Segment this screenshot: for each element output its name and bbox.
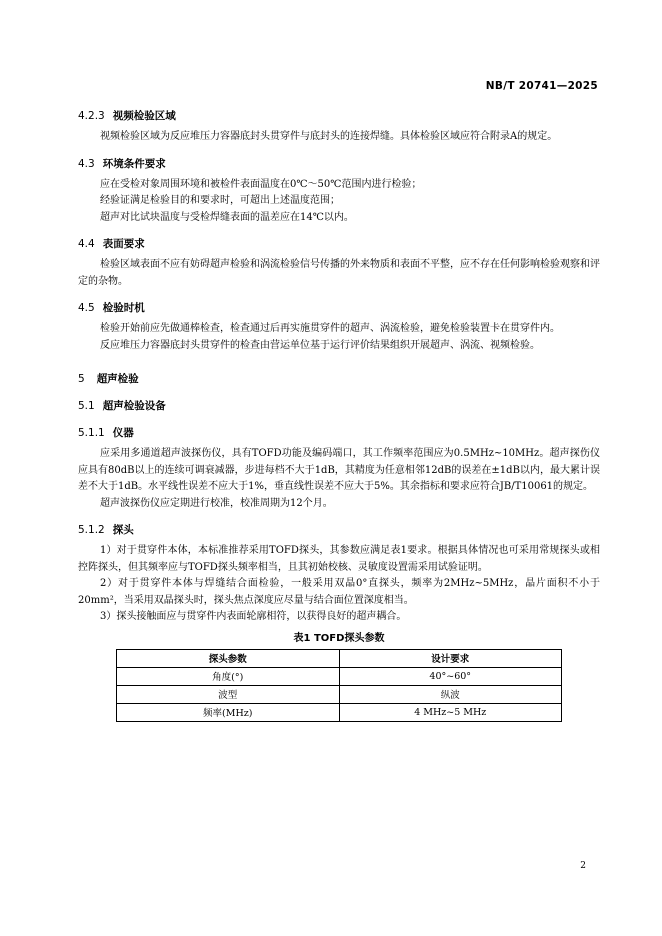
- table-cell: 4 MHz~5 MHz: [339, 703, 562, 721]
- heading-5-1: [78, 397, 600, 415]
- page-number: 2: [580, 861, 586, 871]
- table-header-row: [117, 649, 562, 667]
- paragraph: 检验开始前应先做通棒检查，检查通过后再实施贯穿件的超声、涡流检验，避免检验装置卡在贯穿件内。: [100, 323, 560, 334]
- heading-number: 5: [78, 373, 85, 385]
- list-paragraph: 3）探头接触面应与贯穿件内表面轮廓相符，以获得良好的超声耦合。: [100, 611, 407, 622]
- heading-4-5: [78, 299, 600, 317]
- table-header-cell: 设计要求: [339, 649, 562, 667]
- paragraph: 反应堆压力容器底封头贯穿件的检查由营运单位基于运行评价结果组织开展超声、涡流、视频检验。: [100, 339, 540, 351]
- heading-title: 环境条件要求: [102, 157, 166, 170]
- document-number: NB/T 20741—2025: [485, 80, 598, 92]
- paragraph: 超声波探伤仪应定期进行校准，校准周期为12个月。: [100, 497, 333, 509]
- heading-title: 探头: [112, 524, 134, 536]
- heading-5-1-2: [78, 521, 600, 539]
- heading-4-3: [78, 155, 600, 173]
- table-caption: 表1 TOFD探头参数: [293, 632, 385, 644]
- heading-number: 4.2.3: [78, 110, 105, 122]
- paragraph: 经验证满足检验目的和要求时，可超出上述温度范围；: [100, 195, 340, 206]
- heading-title: 超声检验设备: [102, 400, 166, 412]
- table-row: [117, 703, 562, 721]
- heading-5-1-1: [78, 424, 600, 442]
- table-cell: 纵波: [339, 685, 562, 703]
- table-cell: 角度(°): [117, 667, 340, 685]
- heading-5: [78, 370, 600, 388]
- table-row: [117, 667, 562, 685]
- table-cell: 波型: [117, 685, 340, 703]
- heading-number: 5.1.2: [78, 524, 105, 536]
- heading-title: 视频检验区域: [112, 110, 176, 122]
- heading-title: 仪器: [112, 427, 134, 439]
- paragraph: 应采用多通道超声波探伤仪，具有TOFD功能及编码端口，其工作频率范围应为0.5MHz~10MHz。超声探伤仪应具有80dB以上的连续可调衰减器，步进每档不大于1dB，其精度为任意相邻12dB的误差在±1dB以内，最大累计误差不大于1dB。水平线性误差不应大于1%，垂直线性误差不应大于5%。其余指标和要求应符合JB/T10061的规定。: [78, 448, 600, 492]
- heading-number: 5.1: [78, 400, 95, 412]
- heading-4-2-3: [78, 107, 600, 125]
- paragraph: 应在受检对象周围环境和被检件表面温度在0℃～50℃范围内进行检验；: [100, 178, 422, 190]
- heading-title: 检验时机: [102, 302, 145, 314]
- heading-title: 表面要求: [102, 238, 145, 250]
- paragraph: 视频检验区域为反应堆压力容器底封头贯穿件与底封头的连接焊缝。具体检验区域应符合附录A的规定。: [100, 131, 558, 142]
- paragraph: 超声对比试块温度与受检焊缝表面的温差应在14℃以内。: [100, 211, 354, 223]
- heading-title: 超声检验: [96, 373, 139, 385]
- table-cell: 40°~60°: [339, 667, 562, 685]
- heading-4-4: [78, 235, 600, 253]
- list-paragraph: 1）对于贯穿件本体，本标准推荐采用TOFD探头，其参数应满足表1要求。根据具体情况也可采用常规探头或相控阵探头，但其频率应与TOFD探头频率相当，且其初始校核、灵敏度设置需采用试验证明。: [78, 545, 600, 573]
- heading-number: 5.1.1: [78, 427, 105, 439]
- table-row: [117, 685, 562, 703]
- tofd-probe-table: [116, 649, 562, 722]
- list-paragraph: 2）对于贯穿件本体与焊缝结合面检验，一般采用双晶0°直探头，频率为2MHz~5MHz，晶片面积不小于20mm²，当采用双晶探头时，探头焦点深度应尽量与结合面位置深度相当。: [78, 578, 600, 606]
- heading-number: 4.4: [78, 238, 95, 250]
- paragraph: 检验区域表面不应有妨碍超声检验和涡流检验信号传播的外来物质和表面不平整，应不存在任何影响检验观察和评定的杂物。: [78, 259, 600, 287]
- table-cell: 频率(MHz): [117, 703, 340, 721]
- table-header-cell: 探头参数: [117, 649, 340, 667]
- page-content: [78, 107, 600, 722]
- heading-number: 4.5: [78, 302, 95, 314]
- heading-number: 4.3: [78, 157, 95, 170]
